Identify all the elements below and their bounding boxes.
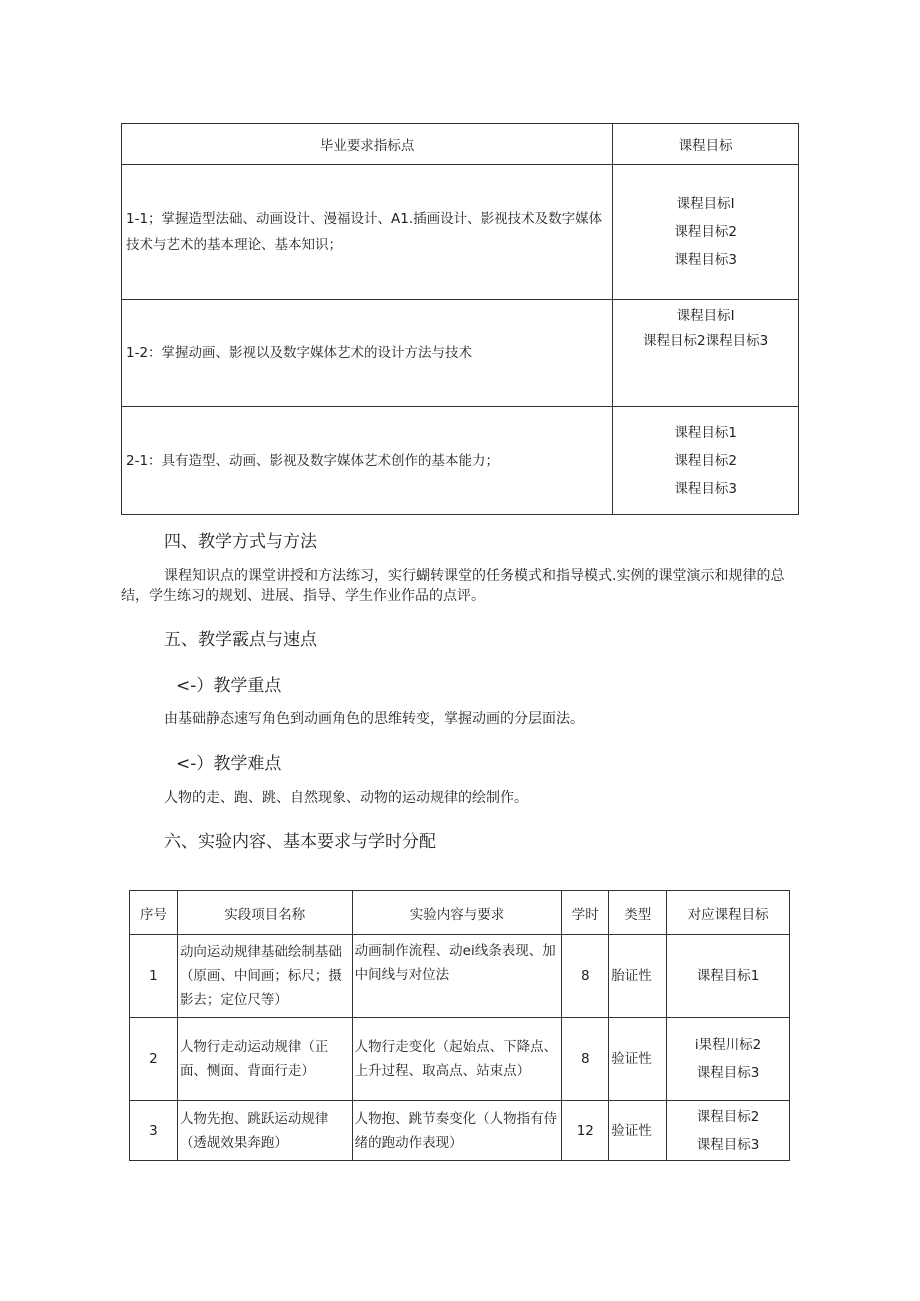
row-number: 2 [130, 1018, 178, 1101]
goal-item: 课程目标3 [696, 1065, 760, 1081]
goal-cell [613, 407, 799, 515]
goal-cell [613, 300, 799, 407]
table-header-row [122, 124, 799, 165]
header-hours: 学时 [562, 891, 609, 935]
goal-item: 课程目标3 [674, 252, 737, 268]
row-number: 1 [130, 935, 178, 1018]
project-type: 验证性 [609, 1018, 667, 1101]
header-goal: 对应课程目标 [667, 891, 790, 935]
project-name: 动向运动规律基础绘制基础（原画、中间画；标尺；摄影去；定位尺等） [177, 935, 352, 1018]
goal-item: 课程目标1 [674, 424, 737, 441]
goal-item: 课程目标1 [696, 968, 760, 984]
header-course-goal: 课程目标 [613, 124, 799, 165]
table-row [130, 1018, 790, 1101]
requirement-cell: 1-2：掌握动画、影视以及数字媒体艺术的设计方法与技术 [122, 300, 613, 407]
project-goal [667, 1101, 790, 1161]
goal-item: 课程目标2 [674, 452, 737, 469]
goal-cell [613, 165, 799, 300]
header-type: 类型 [609, 891, 667, 935]
section-4-text: 课程知识点的课堂讲授和方法练习，实行蝴转课堂的任务模式和指导模式.实例的课堂演示和规律的总结，学生练习的规划、进展、指导、学生作业作品的点评。 [121, 568, 785, 604]
project-name: 人物行走动运动规律（正面、恻面、背面行走） [177, 1018, 352, 1101]
goal-item: i果程川标2 [694, 1037, 762, 1053]
requirement-cell: 1-1；掌握造型法础、动画设计、漫福设计、A1.插画设计、影视技术及数字媒体技术与艺术的基本理论、基本知识； [122, 165, 613, 300]
project-hours: 8 [562, 1018, 609, 1101]
header-content: 实验内容与要求 [352, 891, 562, 935]
table-row [130, 935, 790, 1018]
project-content: 动画制作流程、动ei线条表现、加中间线与对位法 [352, 935, 562, 1018]
project-name: 人物先抱、跳跃运动规律（透觇效果奔跑） [177, 1101, 352, 1161]
goal-item: 课程目标2课程目标3 [643, 333, 769, 349]
table-row [122, 407, 799, 515]
goal-item: 课程目标3 [674, 480, 737, 497]
section-4-title: 四、教学方式与方法 [164, 532, 317, 552]
table-row [130, 1101, 790, 1161]
graduation-requirements-table [121, 123, 799, 515]
requirement-cell: 2-1：具有造型、动画、影视及数字媒体艺术创作的基本能力； [122, 407, 613, 515]
key-points-title: <-）教学重点 [176, 676, 282, 696]
project-type: 验证性 [609, 1101, 667, 1161]
project-hours: 12 [562, 1101, 609, 1161]
project-goal [667, 1018, 790, 1101]
header-no: 序号 [130, 891, 178, 935]
project-content: 人物行走变化（起始点、下降点、上升过程、取高点、站束点） [352, 1018, 562, 1101]
difficult-points-text: 人物的走、跑、跳、自然现象、动物的运动规律的绘制作。 [164, 790, 528, 806]
section-6-title: 六、实验内容、基本要求与学时分配 [164, 832, 436, 852]
table-row [122, 165, 799, 300]
table-header-row [130, 891, 790, 935]
goal-item: 课程目标3 [696, 1136, 760, 1153]
project-content: 人物抱、跳节奏变化（人物指有侍绪的跑动作表现） [352, 1101, 562, 1161]
goal-item: 课程目标2 [696, 1108, 760, 1125]
section-5-title: 五、教学霰点与速点 [164, 630, 317, 650]
goal-item: 课程目标I [676, 196, 735, 212]
header-requirement: 毕业要求指标点 [122, 124, 613, 165]
key-points-text: 由基础静态速写角色到动画角色的思维转变，掌握动画的分层面法。 [164, 711, 584, 727]
project-hours: 8 [562, 935, 609, 1018]
row-number: 3 [130, 1101, 178, 1161]
project-goal [667, 935, 790, 1018]
goal-item: 课程目标I [676, 308, 735, 324]
difficult-points-title: <-）教学难点 [176, 754, 282, 774]
table-row [122, 300, 799, 407]
goal-item: 课程目标2 [674, 224, 737, 240]
experiment-table [129, 890, 790, 1161]
project-type: 胎证性 [609, 935, 667, 1018]
header-project-name: 实段项目名称 [177, 891, 352, 935]
